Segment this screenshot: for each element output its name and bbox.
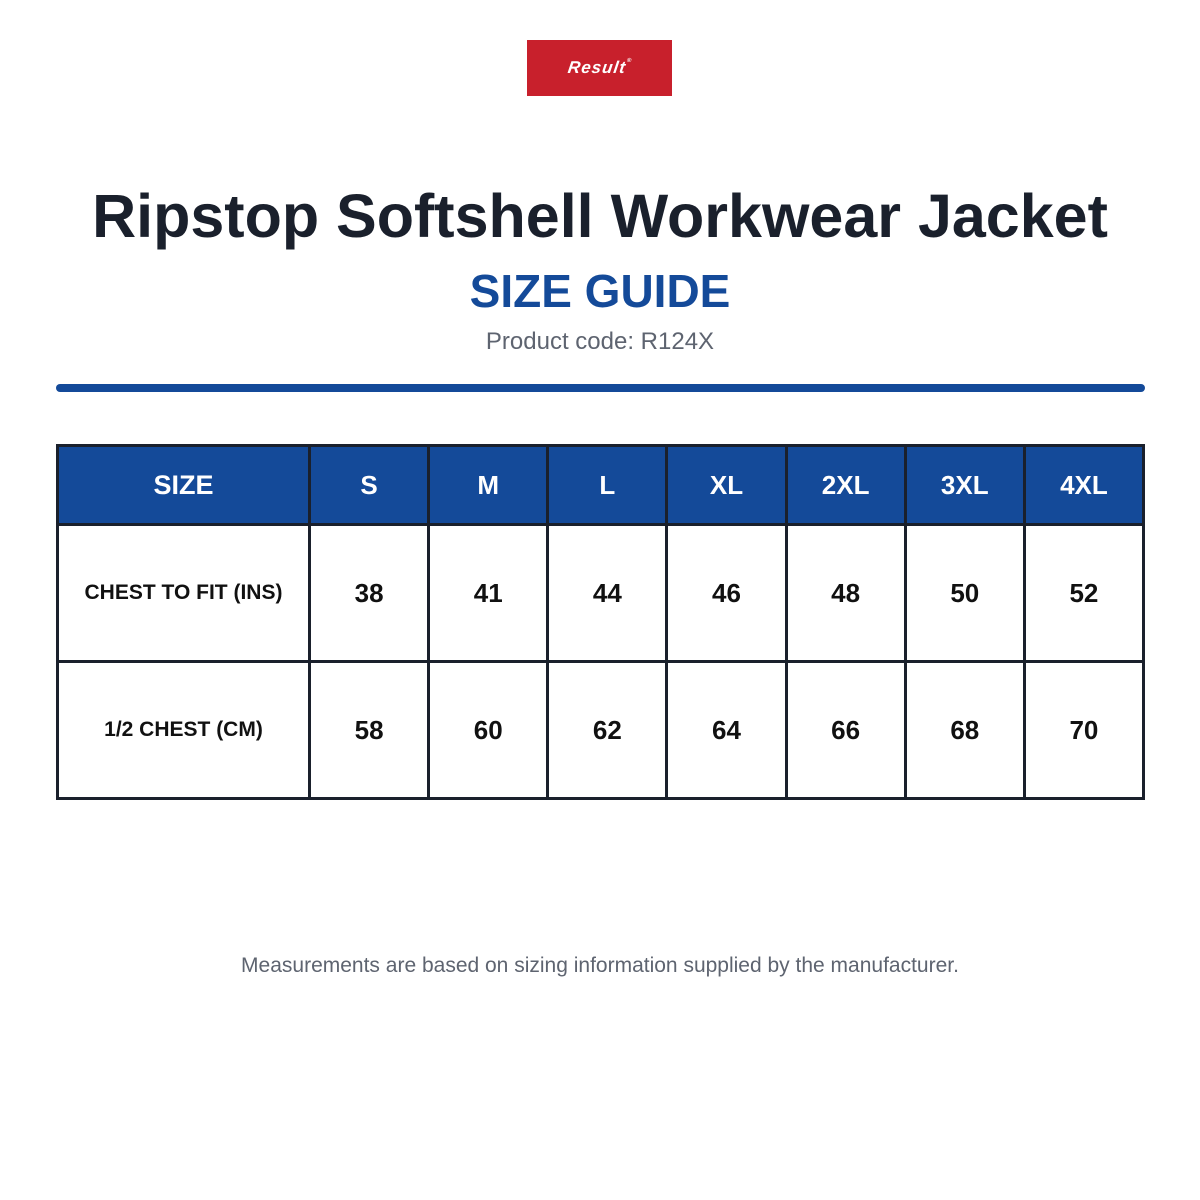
table-cell: 62 <box>548 662 667 799</box>
table-cell: 41 <box>429 525 548 662</box>
row-label-half-chest: 1/2 CHEST (CM) <box>58 662 310 799</box>
table-header-size: M <box>429 446 548 525</box>
table-header-size: 4XL <box>1024 446 1143 525</box>
table-cell: 60 <box>429 662 548 799</box>
registered-mark: ® <box>626 58 633 64</box>
table-header-size: XL <box>667 446 786 525</box>
row-label-chest-to-fit: CHEST TO FIT (INS) <box>58 525 310 662</box>
table-cell: 58 <box>310 662 429 799</box>
table-header-size: 3XL <box>905 446 1024 525</box>
header-divider <box>56 384 1145 392</box>
table-row <box>58 662 1144 799</box>
table-header-size-label: SIZE <box>58 446 310 525</box>
table-header-row <box>58 446 1144 525</box>
table-cell: 46 <box>667 525 786 662</box>
brand-logo <box>527 40 672 96</box>
brand-logo-text: Result® <box>566 58 633 77</box>
page-title: Ripstop Softshell Workwear Jacket <box>92 182 1108 250</box>
table-header-size: L <box>548 446 667 525</box>
table-cell: 64 <box>667 662 786 799</box>
table-cell: 66 <box>786 662 905 799</box>
table-cell: 38 <box>310 525 429 662</box>
table-cell: 48 <box>786 525 905 662</box>
table-cell: 52 <box>1024 525 1143 662</box>
table-cell: 50 <box>905 525 1024 662</box>
footer-note: Measurements are based on sizing information supplied by the manufacturer. <box>241 954 959 977</box>
size-guide-table <box>56 444 1145 800</box>
page-subtitle: SIZE GUIDE <box>469 265 731 317</box>
table-cell: 70 <box>1024 662 1143 799</box>
table-row <box>58 525 1144 662</box>
table-header-size: S <box>310 446 429 525</box>
table-header-size: 2XL <box>786 446 905 525</box>
product-code: Product code: R124X <box>485 328 715 355</box>
table-cell: 44 <box>548 525 667 662</box>
table-cell: 68 <box>905 662 1024 799</box>
